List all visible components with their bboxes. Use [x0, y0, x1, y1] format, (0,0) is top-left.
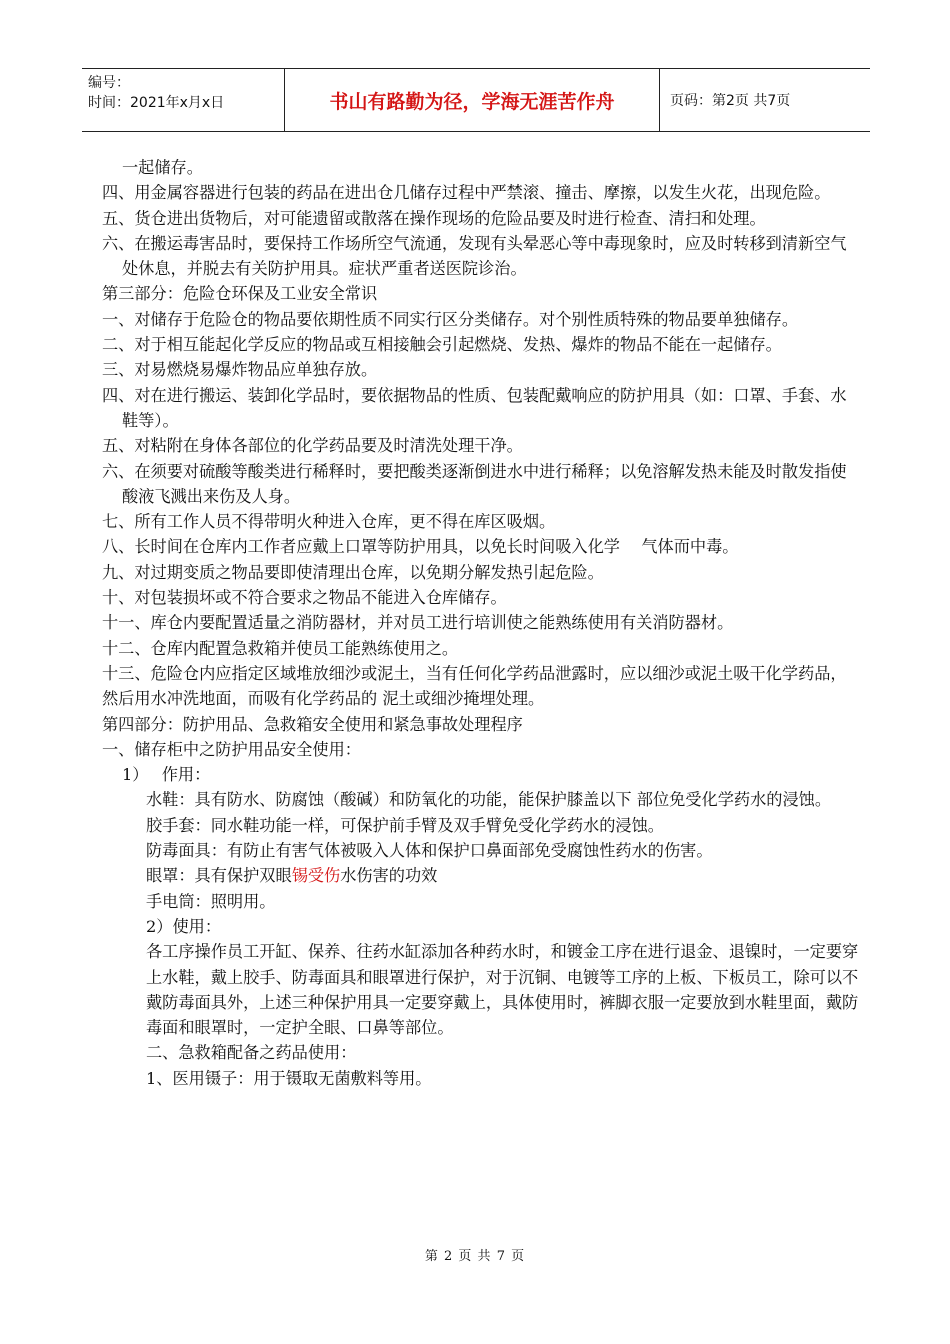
document-number-label: 编号： — [88, 75, 130, 91]
page-footer: 第 2 页 共 7 页 — [424, 1249, 526, 1264]
body-paragraph: 十、对包装损坏或不符合要求之物品不能进入仓库储存。 — [102, 588, 507, 608]
body-paragraph: 十三、危险仓内应指定区域堆放细沙或泥土，当有任何化学药品泄露时，应以细沙或泥土吸干化学药品，然后用水冲洗地面，而吸有化学药品的 泥土或细沙掩埋处理。 — [102, 663, 847, 709]
list-item: 1、医用镊子：用于镊取无菌敷料等用。 — [146, 1068, 432, 1088]
body-paragraph: 六、在须要对硫酸等酸类进行稀释时，要把酸类逐渐倒进水中进行稀释；以免溶解发热未能及时散发指使酸液飞溅出来伤及人身。 — [102, 461, 847, 506]
header-meta — [82, 69, 284, 131]
body-paragraph: 四、用金属容器进行包装的药品在进出仓几储存过程中严禁滚、撞击、摩擦，以发生火花，出现危险。 — [102, 183, 831, 203]
eye-mask-text-end: 水伤害的功效 — [340, 866, 438, 886]
eye-mask-text: 眼罩：具有保护双眼 — [146, 866, 292, 886]
body-paragraph: 五、对粘附在身体各部位的化学药品要及时清洗处理干净。 — [102, 436, 523, 456]
body-paragraph: 五、货仓进出货物后，对可能遗留或散落在操作现场的危险品要及时进行检查、清扫和处理。 — [102, 208, 766, 228]
header-motto: 书山有路勤为径，学海无涯苦作舟 — [284, 69, 660, 131]
section-heading: 第三部分：危险仓环保及工业安全常识 — [102, 284, 378, 304]
header-page-info: 页码：第2页 共7页 — [670, 93, 791, 109]
body-paragraph: 十二、仓库内配置急救箱并使员工能熟练使用之。 — [102, 638, 459, 658]
usage-paragraph: 各工序操作员工开缸、保养、往药水缸添加各种药水时，和镀金工序在进行退金、退镍时，一定要穿上水鞋，戴上胶手、防毒面具和眼罩进行保护，对于沉铜、电镀等工序的上板、下板员工，除可以不戴防毒面具外，上述三种保护用具一定要穿戴上，具体使用时，裤脚衣服一定要放到水鞋里面，戴防毒面和眼罩时，一定护全眼、口鼻等部位。 — [146, 942, 859, 1038]
list-label: 1） 作用： — [122, 765, 211, 785]
document-body — [102, 155, 862, 1091]
body-paragraph: 九、对过期变质之物品要即使清理出仓库，以免期分解发热引起危险。 — [102, 562, 604, 582]
section-heading: 第四部分：防护用品、急救箱安全使用和紧急事故处理程序 — [102, 714, 523, 734]
body-paragraph: 七、所有工作人员不得带明火种进入仓库，更不得在库区吸烟。 — [102, 512, 556, 532]
body-paragraph: 十一、库仓内要配置适量之消防器材，并对员工进行培训使之能熟练使用有关消防器材。 — [102, 613, 734, 633]
highlighted-text: 锡受伤 — [291, 866, 341, 886]
page-header — [82, 68, 870, 132]
body-paragraph: 八、长时间在仓库内工作者应戴上口罩等防护用具，以免长时间吸入化学 气体而中毒。 — [102, 537, 739, 557]
body-paragraph: 一、对储存于危险仓的物品要依期性质不同实行区分类储存。对个别性质特殊的物品要单独储存。 — [102, 309, 799, 329]
item-description: 胶手套：同水鞋功能一样，可保护前手臂及双手臂免受化学药水的浸蚀。 — [146, 815, 664, 835]
subsection-heading: 一、储存柜中之防护用品安全使用： — [102, 739, 361, 759]
body-paragraph: 四、对在进行搬运、装卸化学品时，要依据物品的性质、包装配戴响应的防护用具（如：口罩、手套、水鞋等）。 — [102, 385, 847, 430]
item-description: 手电筒：照明用。 — [146, 891, 276, 911]
body-paragraph: 三、对易燃烧易爆炸物品应单独存放。 — [102, 360, 378, 380]
body-paragraph: 六、在搬运毒害品时，要保持工作场所空气流通，发现有头晕恶心等中毒现象时，应及时转移到清新空气处休息，并脱去有关防护用具。症状严重者送医院诊治。 — [102, 233, 847, 279]
subsection-heading: 二、急救箱配备之药品使用： — [146, 1043, 357, 1063]
item-description: 水鞋：具有防水、防腐蚀（酸碱）和防氧化的功能，能保护膝盖以下 部位免受化学药水的浸蚀。 — [146, 790, 832, 810]
body-line: 一起储存。 — [122, 158, 203, 177]
list-label: 2）使用： — [146, 916, 222, 936]
body-paragraph: 二、对于相互能起化学反应的物品或互相接触会引起燃烧、发热、爆炸的物品不能在一起储存。 — [102, 335, 782, 355]
document-date-label: 时间：2021年x月x日 — [88, 95, 225, 111]
item-description — [102, 863, 862, 888]
item-description: 防毒面具：有防止有害气体被吸入人体和保护口鼻面部免受腐蚀性药水的伤害。 — [146, 841, 713, 861]
